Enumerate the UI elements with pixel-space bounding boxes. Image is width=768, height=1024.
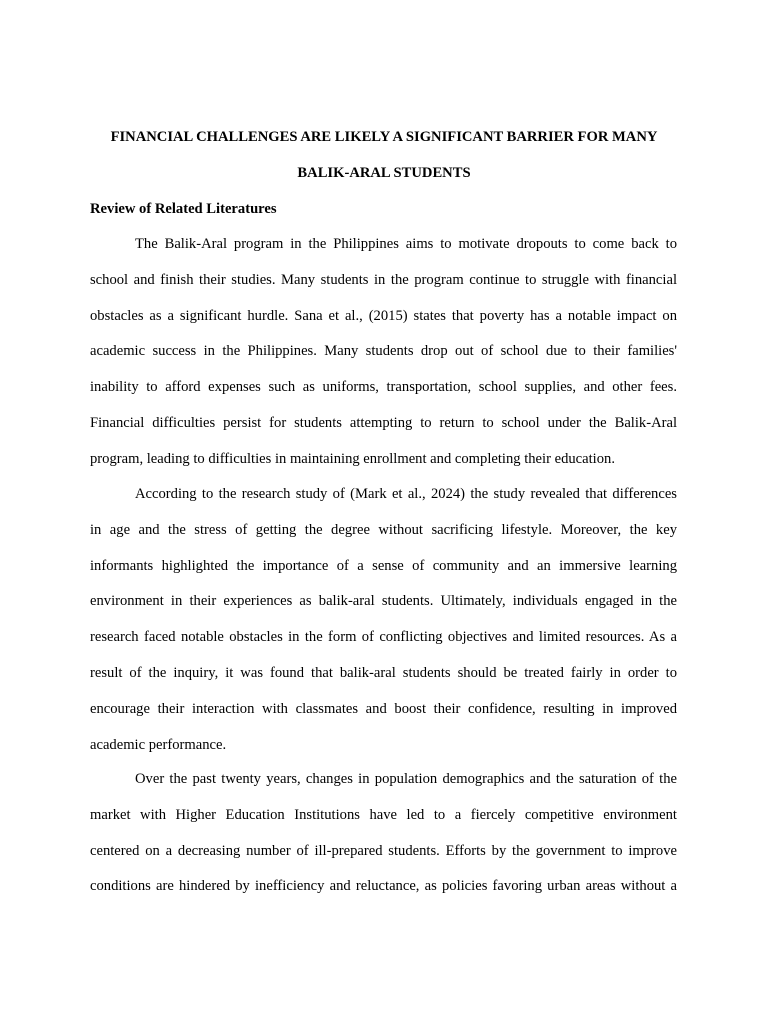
paragraph-line: academic success in the Philippines. Many students drop out of school due to their families' [90,343,677,360]
paragraph-line: conditions are hindered by inefficiency and reluctance, as policies favoring urban areas without a [90,878,677,895]
paragraph-line: market with Higher Education Institutions have led to a fiercely competitive environment [90,806,677,823]
paragraph-line: environment in their experiences as balik-aral students. Ultimately, individuals engaged in the [90,593,677,610]
paragraph-line: The Balik-Aral program in the Philippines aims to motivate dropouts to come back to [135,236,677,252]
paragraph-line: program, leading to difficulties in maintaining enrollment and completing their education. [90,450,615,467]
paragraph-line: academic performance. [90,736,227,753]
paragraph-line: centered on a decreasing number of ill-prepared students. Efforts by the government to improve [90,842,677,859]
paragraph-line: According to the research study of (Mark et al., 2024) the study revealed that differences [135,486,677,502]
paragraph-line: Financial difficulties persist for students attempting to return to school under the Balik-Aral [90,414,677,431]
paragraph-line: school and finish their studies. Many students in the program continue to struggle with financial [90,271,677,288]
paragraph-line: inability to afford expenses such as uniforms, transportation, school supplies, and other fees. [90,379,677,396]
title-line-1: FINANCIAL CHALLENGES ARE LIKELY A SIGNIFICANT BARRIER FOR MANY [110,129,658,145]
section-heading: Review of Related Literatures [90,201,277,217]
paragraph-line: in age and the stress of getting the degree without sacrificing lifestyle. Moreover, the key [90,521,677,538]
paragraph-line: result of the inquiry, it was found that balik-aral students should be treated fairly in order to [90,664,677,681]
paragraph-1 [90,227,677,478]
paragraph-line: obstacles as a significant hurdle. Sana et al., (2015) states that poverty has a notable impact on [90,307,677,324]
paragraph-3 [90,762,677,905]
paragraph-line: Over the past twenty years, changes in population demographics and the saturation of the [135,771,677,787]
title-line-2: BALIK-ARAL STUDENTS [297,165,471,181]
paragraph-2 [90,477,677,763]
paragraph-line: informants highlighted the importance of a sense of community and an immersive learning [90,557,677,574]
paragraph-line: encourage their interaction with classmates and boost their confidence, resulting in improved [90,700,677,717]
paragraph-line: research faced notable obstacles in the form of conflicting objectives and limited resources. As a [90,629,677,646]
